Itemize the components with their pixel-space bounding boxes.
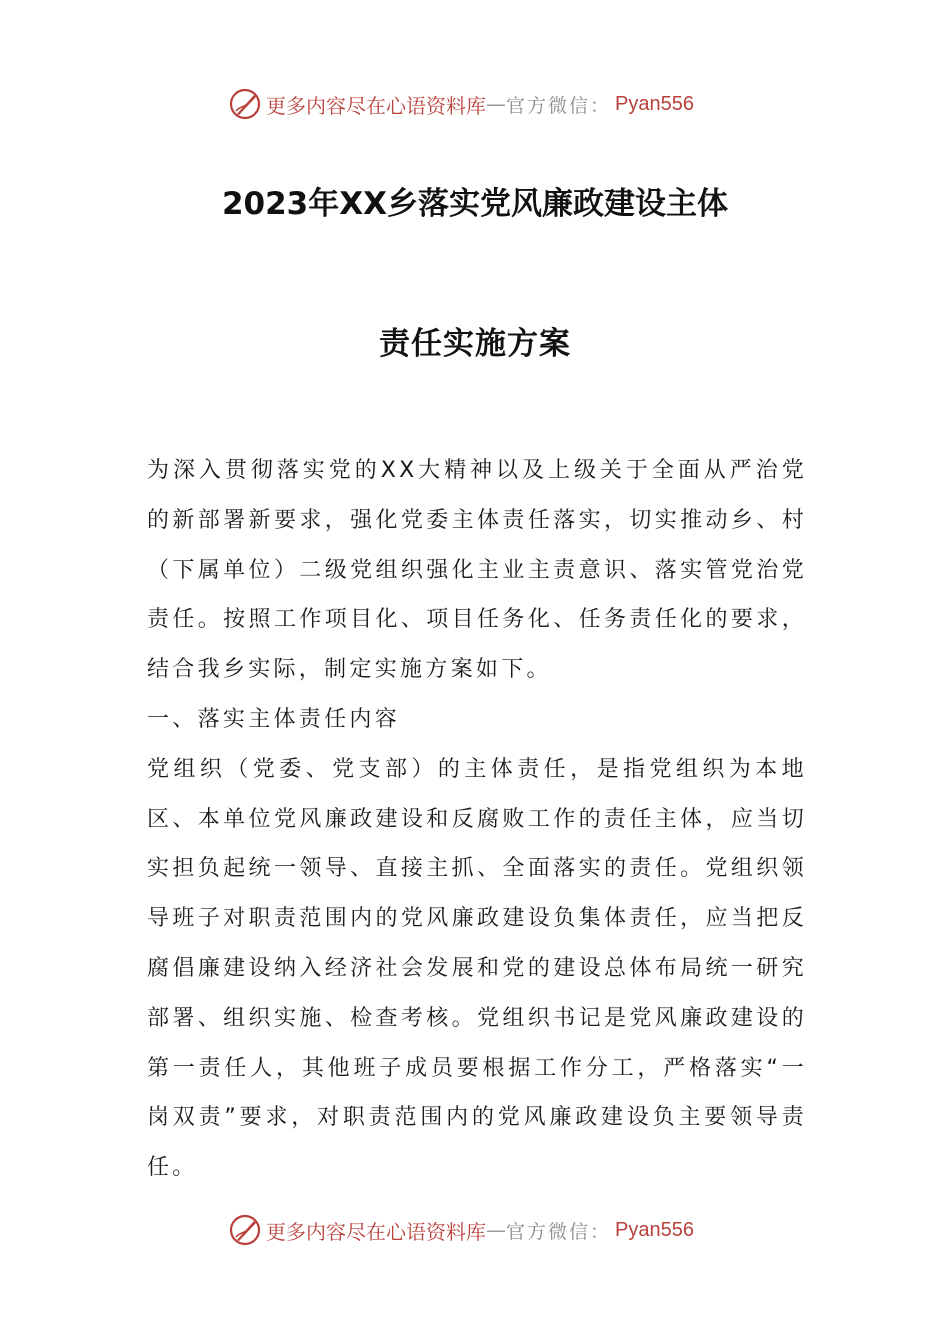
footer-banner — [228, 1212, 694, 1248]
banner-wechat-label: 官方微信： — [506, 94, 612, 117]
banner-dash: — — [486, 1218, 506, 1242]
document-title-line2: 责任实施方案 — [379, 326, 571, 362]
section-heading: 一、落实主体责任内容 — [147, 706, 401, 732]
banner-wechat-id: Pyan556 — [615, 1218, 694, 1241]
banner-wechat-label: 官方微信： — [506, 1220, 612, 1243]
banner-dash: — — [486, 92, 506, 116]
banner-slogan: 更多内容尽在心语资料库 — [266, 1219, 486, 1244]
quill-logo-icon — [228, 87, 262, 121]
body-paragraph: 党组织（党委、党支部）的主体责任，是指党组织为本地区、本单位党风廉政建设和反腐败工作的责任主体，应当切实担负起统一领导、直接主抓、全面落实的责任。党组织领导班子对职责范围内的党风廉政建设负集体责任，应当把反腐倡廉建设纳入经济社会发展和党的建设总体布局统一研究部署、组织实施、检查考核。党组织书记是党风廉政建设的第一责任人，其他班子成员要根据工作分工，严格落实“一岗双责”要求，对职责范围内的党风廉政建设负主要领导责任。 — [147, 756, 807, 1181]
document-title-line1: 2023年XX乡落实党风廉政建设主体 — [221, 186, 729, 222]
banner-wechat-id: Pyan556 — [615, 92, 694, 115]
intro-paragraph: 为深入贯彻落实党的XX大精神以及上级关于全面从严治党的新部署新要求，强化党委主体责任落实，切实推动乡、村（下属单位）二级党组织强化主业主责意识、落实管党治党责任。按照工作项目化、项目任务化、任务责任化的要求，结合我乡实际，制定实施方案如下。 — [147, 458, 807, 683]
banner-slogan: 更多内容尽在心语资料库 — [266, 93, 486, 118]
header-banner — [228, 86, 694, 122]
document-body — [147, 446, 807, 1193]
quill-logo-icon — [228, 1213, 262, 1247]
